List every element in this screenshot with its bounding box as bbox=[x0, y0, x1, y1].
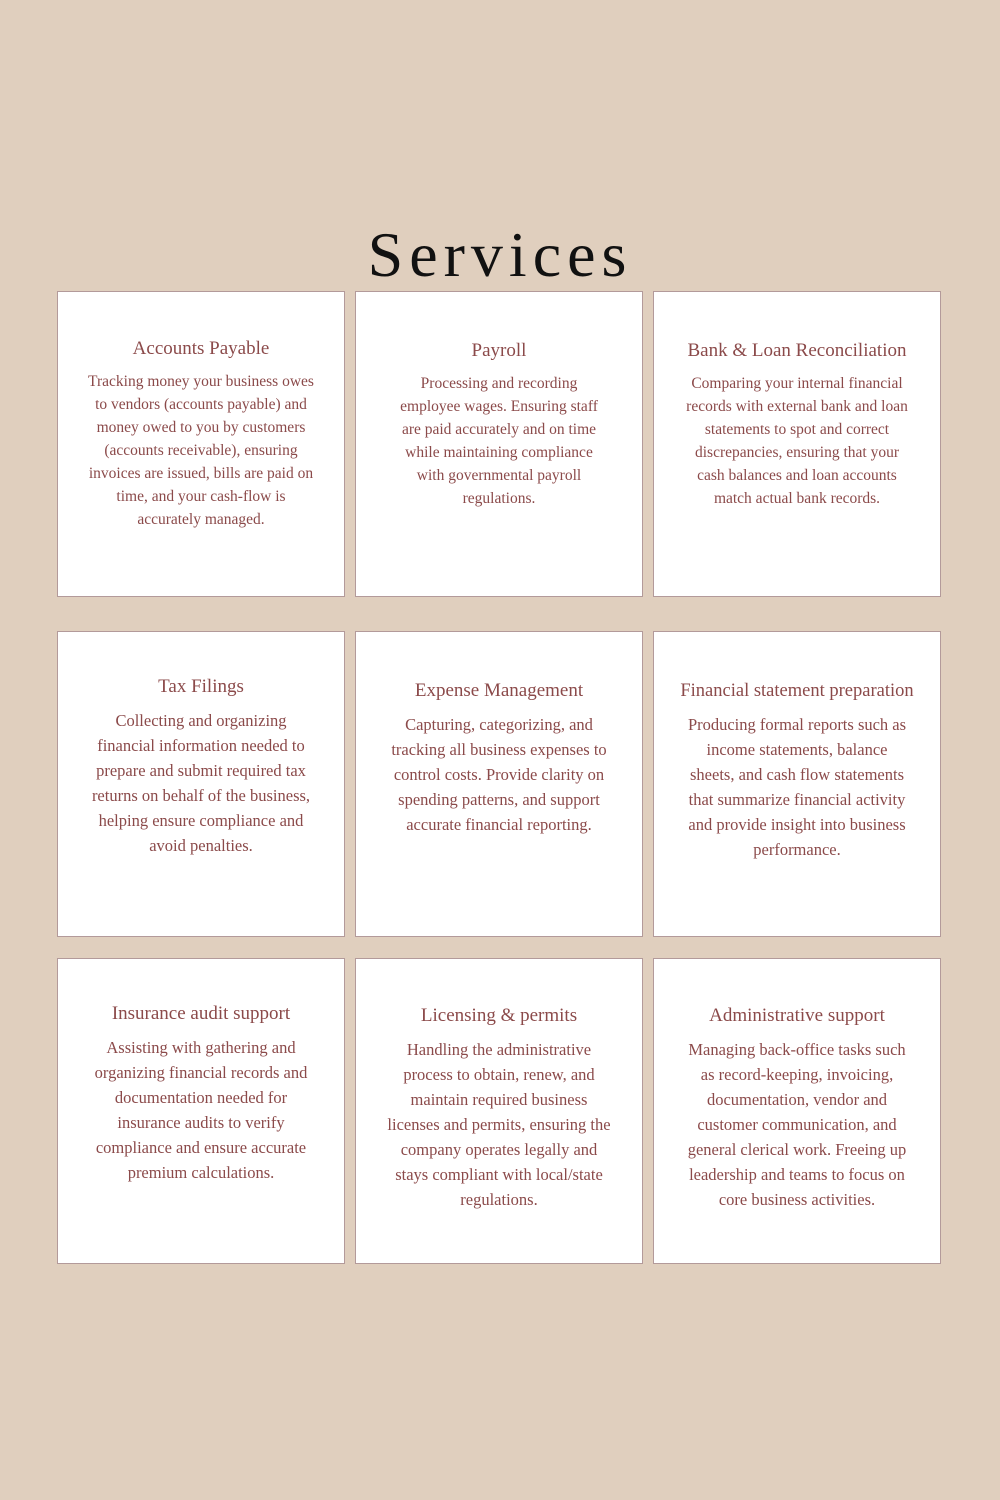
service-description: Tracking money your business owes to vendors (accounts payable) and money owed to you by customers (accounts receivable), ensuring invoices are issued, bills are paid on time, and your cash-flow is accurately managed. bbox=[88, 373, 314, 528]
service-title: Tax Filings bbox=[158, 676, 244, 697]
service-title: Licensing & permits bbox=[420, 1005, 578, 1026]
service-title: Payroll bbox=[471, 340, 527, 361]
service-title: Administrative support bbox=[709, 1005, 885, 1026]
service-card-payroll bbox=[355, 291, 643, 597]
service-description: Capturing, categorizing, and tracking all business expenses to control costs. Provide clarity on spending patterns, and support accurate financial reporting. bbox=[391, 715, 607, 834]
service-title: Insurance audit support bbox=[111, 1003, 291, 1024]
service-description: Comparing your internal financial records with external bank and loan statements to spot and correct discrepancies, ensuring that your cash balances and loan accounts match actual bank records. bbox=[686, 375, 908, 507]
service-card-licensing-permits bbox=[355, 958, 643, 1264]
service-card-tax-filings bbox=[57, 631, 345, 937]
service-title: Accounts Payable bbox=[132, 338, 270, 359]
service-title: Financial statement preparation bbox=[680, 681, 914, 701]
service-card-expense-management bbox=[355, 631, 643, 937]
service-description: Handling the administrative process to obtain, renew, and maintain required business licenses and permits, ensuring the company operates legally and stays compliant with local/state regulations. bbox=[387, 1040, 611, 1209]
service-card-administrative-support bbox=[653, 958, 941, 1264]
service-title: Expense Management bbox=[414, 680, 584, 701]
page-title: Services bbox=[367, 219, 633, 290]
service-description: Managing back-office tasks such as record-keeping, invoicing, documentation, vendor and customer communication, and general clerical work. Freeing up leadership and teams to focus on core business activities. bbox=[687, 1040, 907, 1209]
service-card-bank-loan-reconciliation bbox=[653, 291, 941, 597]
service-description: Collecting and organizing financial information needed to prepare and submit required tax returns on behalf of the business, helping ensure compliance and avoid penalties. bbox=[91, 711, 311, 855]
service-description: Assisting with gathering and organizing financial records and documentation needed for insurance audits to verify compliance and ensure accurate premium calculations. bbox=[94, 1038, 308, 1182]
service-title: Bank & Loan Reconciliation bbox=[687, 340, 907, 361]
service-card-insurance-audit-support bbox=[57, 958, 345, 1264]
service-card-accounts-payable bbox=[57, 291, 345, 597]
service-card-financial-statement-preparation bbox=[653, 631, 941, 937]
service-description: Producing formal reports such as income statements, balance sheets, and cash flow statements that summarize financial activity and provide insight into business performance. bbox=[687, 715, 907, 859]
service-description: Processing and recording employee wages. Ensuring staff are paid accurately and on time while maintaining compliance with governmental payroll regulations. bbox=[400, 375, 598, 507]
